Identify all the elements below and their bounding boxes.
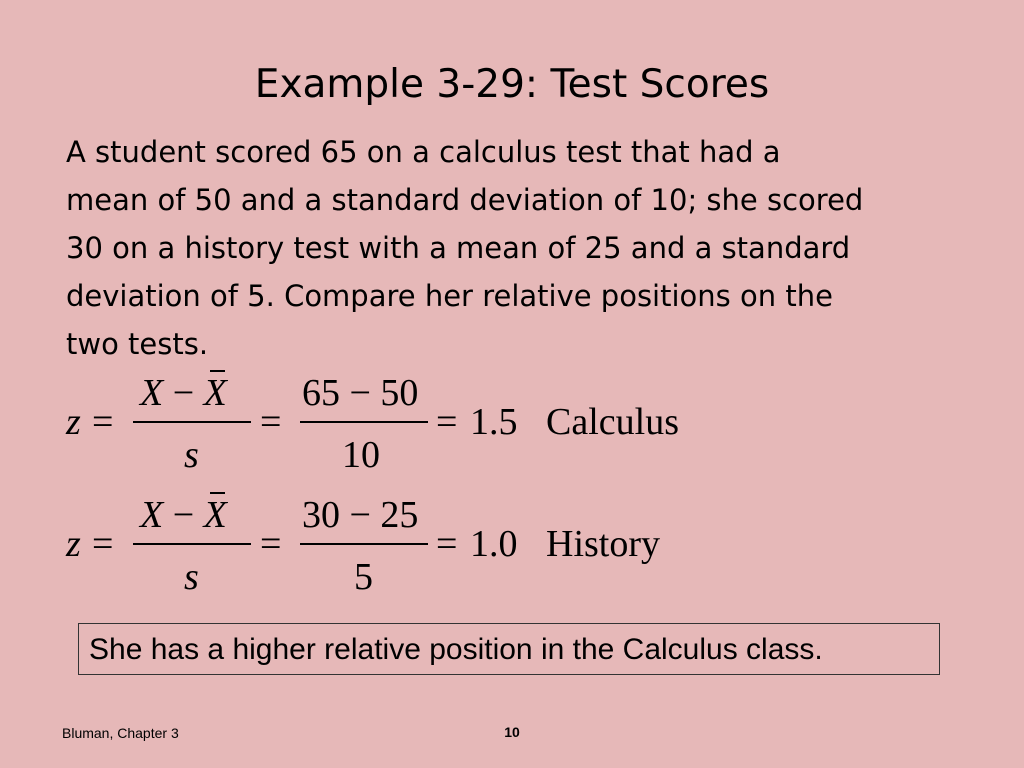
equals-sign: = (436, 401, 458, 443)
equals-sign: = (436, 523, 458, 565)
fraction-bar (300, 421, 428, 423)
slide-title: Example 3-29: Test Scores (254, 62, 770, 107)
z-variable: z (66, 401, 81, 443)
z-score-result: 1.5 (470, 401, 518, 443)
fraction-bar (133, 543, 251, 545)
z-variable: z (66, 523, 81, 565)
problem-line: 30 on a history test with a mean of 25 and a standard (66, 231, 851, 265)
problem-line: deviation of 5. Compare her relative positions on the (66, 279, 833, 313)
equals-sign: = (260, 401, 282, 443)
values-numerator: 65 − 50 (302, 372, 419, 414)
z-score-result: 1.0 (470, 523, 518, 565)
formula-numerator: X − X (140, 494, 227, 536)
values-numerator: 30 − 25 (302, 494, 419, 536)
problem-line: mean of 50 and a standard deviation of 10; she scored (66, 183, 864, 217)
equals-sign: = (92, 401, 114, 443)
values-denominator: 10 (342, 434, 380, 476)
fraction-bar (133, 421, 251, 423)
values-denominator: 5 (354, 556, 373, 598)
conclusion-box (78, 623, 940, 675)
conclusion-text: She has a higher relative position in the Calculus class. (89, 633, 823, 666)
subject-label: Calculus (546, 401, 679, 443)
equals-sign: = (92, 523, 114, 565)
formula-denominator: s (184, 556, 199, 598)
equals-sign: = (260, 523, 282, 565)
formula-numerator: X − X (140, 372, 227, 414)
problem-line: A student scored 65 on a calculus test that had a (66, 135, 781, 169)
page-number: 10 (504, 724, 520, 740)
problem-line: two tests. (66, 327, 209, 361)
formula-denominator: s (184, 434, 199, 476)
fraction-bar (300, 543, 428, 545)
subject-label: History (546, 523, 660, 565)
footer-source: Bluman, Chapter 3 (62, 725, 179, 741)
